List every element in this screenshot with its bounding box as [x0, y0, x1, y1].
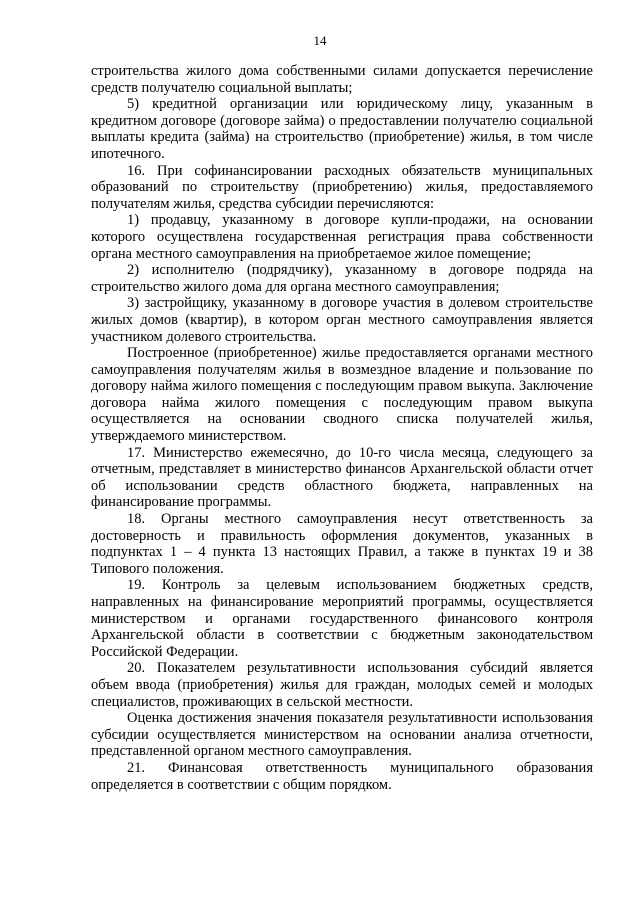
paragraph-21: 21. Финансовая ответственность муниципального образования определяется в соответствии с общим порядком. — [91, 759, 593, 793]
paragraph-20: 20. Показателем результативности использования субсидий является объем ввода (приобретения) жилья для граждан, молодых семей и молодых специалистов, проживающих в сельской местности. — [91, 660, 593, 710]
page-number: 14 — [313, 33, 327, 48]
paragraph-16: 16. При софинансировании расходных обязательств муниципальных образований по строительству (приобретению) жилья, предоставляемого получателям жилья, средства субсидии перечисляются: — [91, 162, 593, 212]
paragraph-housing-provision: Построенное (приобретенное) жилье предоставляется органами местного самоуправления получателям жилья в возмездное владение и пользование по договору найма жилого помещения с последующим правом выкупа. Заключение договора найма жилого помещения с последующим правом выкупа осуществляется на основании сводного списка получателей жилья, утверждаемого министерством. — [91, 345, 593, 445]
paragraph-17: 17. Министерство ежемесячно, до 10-го числа месяца, следующего за отчетным, представляет в министерство финансов Архангельской области отчет об использовании средств областного бюджета, направленных на финансирование программы. — [91, 444, 593, 511]
document-body — [91, 63, 593, 793]
paragraph-19: 19. Контроль за целевым использованием бюджетных средств, направленных на финансирование мероприятий программы, осуществляется министерством и органами государственного финансового контроля Архангельской области в соответствии с бюджетным законодательством Российской Федерации. — [91, 577, 593, 660]
paragraph-16-item-3: 3) застройщику, указанному в договоре участия в долевом строительстве жилых домов (квартир), в котором орган местного самоуправления является участником долевого строительства. — [91, 295, 593, 345]
paragraph-continuation: строительства жилого дома собственными силами допускается перечисление средств получателю социальной выплаты; — [91, 63, 593, 96]
paragraph-20-evaluation: Оценка достижения значения показателя результативности использования субсидии осуществляется министерством на основании анализа отчетности, представленной органом местного самоуправления. — [91, 710, 593, 760]
paragraph-16-item-1: 1) продавцу, указанному в договоре купли-продажи, на основании которого осуществлена государственная регистрация права собственности органа местного самоуправления на приобретаемое жилое помещение; — [91, 212, 593, 262]
paragraph-item-5: 5) кредитной организации или юридическому лицу, указанным в кредитном договоре (договоре займа) о предоставлении получателю социальной выплаты кредита (займа) на строительство (приобретение) жилья, в том числе ипотечного. — [91, 96, 593, 162]
paragraph-18: 18. Органы местного самоуправления несут ответственность за достоверность и правильность оформления документов, указанных в подпунктах 1 – 4 пункта 13 настоящих Правил, а также в пунктах 19 и 38 Типового положения. — [91, 511, 593, 577]
paragraph-16-item-2: 2) исполнителю (подрядчику), указанному в договоре подряда на строительство жилого дома для органа местного самоуправления; — [91, 262, 593, 295]
